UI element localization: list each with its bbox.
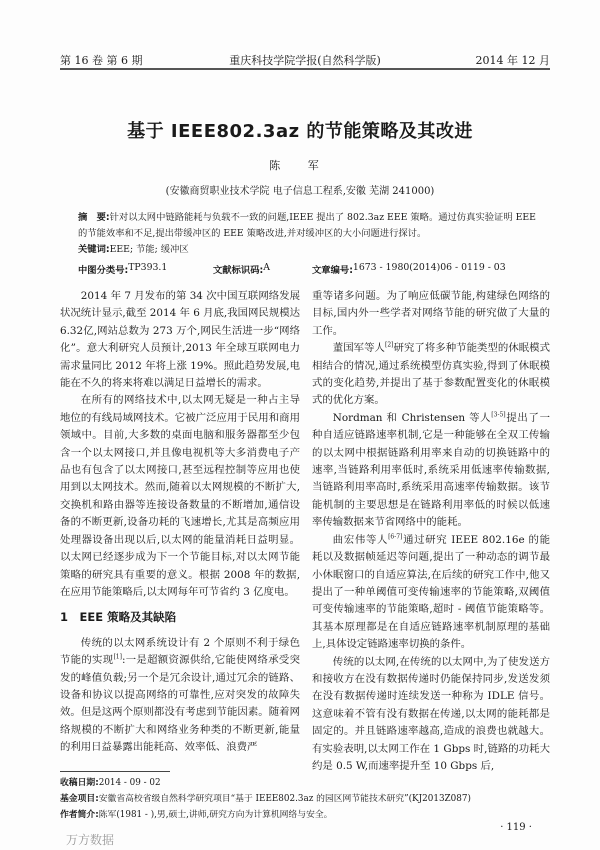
paragraph: 2014 年 7 月发布的第 34 次中国互联网络发展状况统计显示,截至 2014 年 6 月底,我国网民规模达 6.32亿,网站总数为 273 万个,网民生活进一步“网络化”。意大利研究人员预计,2013 年全球互联网电力需求量同比 2012 年将上涨 19%。照此趋势发展,电能在不久的将来将难以满足日益增长的需求。 bbox=[60, 290, 300, 390]
citation-ref[interactable]: [6-7] bbox=[388, 533, 403, 541]
abstract bbox=[78, 210, 538, 242]
fund-label: 基金项目: bbox=[60, 794, 99, 804]
paragraph-text: :一是超额资源供给,它能使网络承受突发的峰值负载;另一个是冗余设计,通过冗余的链路、设备和协议以提高网络的可靠性,应对突发的故障失效。但是这两个原则都没有考虑到节能因素。随着网络规模的不断扩大和网络业务种类的不断更新,能量的利用日益暴露出能耗高、效率低、浪费严 bbox=[60, 654, 301, 754]
section-heading: 1 EEE 策略及其缺陷 bbox=[60, 610, 177, 625]
paragraph: 重等诸多问题。为了响应低碳节能,构建绿色网络的目标,国内外一些学者对网络节能的研究做了大量的工作。 bbox=[312, 290, 550, 337]
article-number bbox=[312, 262, 506, 276]
watermark: 万方数据 bbox=[66, 833, 115, 847]
article-number-label: 文章编号: bbox=[312, 265, 353, 276]
footnote-rule bbox=[60, 771, 170, 772]
volume-issue: 第 16 卷 第 6 期 bbox=[60, 54, 143, 67]
bio-label: 作者简介: bbox=[60, 810, 99, 820]
paragraph-text: 研究了将多种节能类型的休眠模式相结合的情况,通过系统模型仿真实验,得到了休眠模式的变化趋势,并提出了基于参数配置变化的休眠模式的优化方案。 bbox=[312, 342, 551, 407]
author-affiliation: (安徽商贸职业技术学院 电子信息工程系,安徽 芜湖 241000) bbox=[165, 186, 435, 197]
article-title: 基于 IEEE802.3az 的节能策略及其改进 bbox=[127, 121, 473, 142]
fund-value: 安徽省高校省级自然科学研究项目“基于 IEEE802.3az 的园区网节能技术研究”(KJ2013Z087) bbox=[98, 794, 471, 804]
classification-row bbox=[78, 262, 538, 276]
paragraph bbox=[312, 410, 550, 532]
doc-code-value: A bbox=[263, 262, 270, 273]
doc-code bbox=[213, 262, 270, 276]
footnotes bbox=[60, 775, 550, 823]
paragraph bbox=[60, 635, 300, 757]
keywords bbox=[78, 242, 538, 258]
paragraph-text: 曲宏伟等人 bbox=[332, 533, 389, 546]
bio-value: 陈军(1981 - ),男,硕士,讲师,研究方向为计算机网络与安全。 bbox=[98, 810, 333, 820]
body-column-right bbox=[312, 288, 550, 775]
received-value: 2014 - 09 - 02 bbox=[98, 778, 161, 788]
issue-date: 2014 年 12 月 bbox=[475, 54, 550, 67]
citation-ref[interactable]: [3-5] bbox=[491, 411, 506, 419]
doc-code-label: 文献标识码: bbox=[213, 265, 264, 276]
keywords-text: EEE; 节能; 缓冲区 bbox=[109, 244, 189, 255]
clc-code bbox=[78, 262, 168, 276]
article-author: 陈 军 bbox=[269, 159, 331, 172]
article-number-value: 1673 - 1980(2014)06 - 0119 - 03 bbox=[352, 262, 506, 273]
received-label: 收稿日期: bbox=[60, 778, 99, 788]
paragraph bbox=[312, 340, 550, 410]
fund-project bbox=[60, 791, 550, 807]
paragraph: 在所有的网络技术中,以太网无疑是一种占主导地位的有线局域网技术。它被广泛应用于民用和商用领域中。目前,大多数的桌面电脑和服务器都至少包含一个以太网接口,并且像电视机等大多消费电子产品也有包含了以太网接口,甚至远程控制等应用也使用到以太网技术。然而,随着以太网规模的不断扩大,交换机和路由器等连接设备数量的不断增加,通信设备的不断更新,设备功耗的飞速增长,尤其是高频应用处理器设备出现以后,以太网的能量消耗日益明显。以太网已经逐步成为下一个节能目标,对以太网节能策略的研究具有重要的意义。根据 2008 年的数据,在应用节能策略后,以太网每年可节省约 3 亿度电。 bbox=[60, 394, 300, 598]
citation-ref[interactable]: [2] bbox=[384, 341, 394, 349]
paragraph-text: Nordman 和 Christensen 等人 bbox=[332, 411, 492, 424]
header-rule bbox=[60, 68, 550, 70]
paragraph-text: 董国军等人 bbox=[332, 342, 385, 355]
journal-name: 重庆科技学院学报(自然科学版) bbox=[229, 54, 381, 67]
paragraph-text: 通过研究 IEEE 802.16e 的能耗以及数据帧延迟等问题,提出了一种动态的调节最小休眠窗口的自适应算法,在后续的研究工作中,他又提出了一种单阈值可变传输速率的节能策略,双阈值可变传输速率的节能策略,超时 - 阈值节能策略等。其基本原理都是在自适应链路速率机制原理的基础上,具体设定链路速率切换的条件。 bbox=[312, 533, 551, 651]
abstract-label: 摘 要: bbox=[78, 212, 110, 223]
clc-label: 中图分类号: bbox=[78, 265, 129, 276]
author-bio bbox=[60, 807, 550, 823]
paragraph bbox=[312, 532, 550, 654]
abstract-text: 针对以太网中链路能耗与负载不一致的问题,IEEE 提出了 802.3az EEE 策略。通过仿真实验证明 EEE 的节能效率和不足,提出带缓冲区的 EEE 策略改进,并对缓冲区的大小问题进行探讨。 bbox=[78, 212, 536, 239]
keywords-label: 关键词: bbox=[78, 244, 110, 255]
paragraph: 传统的以太网,在传统的以太网中,为了使发送方和接收方在没有数据传递时仍能保持同步,发送发须在没有数据传递时连续发送一种称为 IDLE 信号。这意味着不管有没有数据在传递,以太网的能耗都是固定的。并且链路速率越高,造成的浪费也就越大。有实验表明,以太网工作在 1 Gbps 时,链路的功耗大约是 0.5 W,而速率提升至 10 Gbps 后, bbox=[312, 655, 550, 772]
clc-value: TP393.1 bbox=[128, 262, 168, 273]
abstract-block bbox=[78, 210, 538, 258]
paragraph-text: 传统的以太网系统设计有 2 个原则不利于绿色节能的实现 bbox=[60, 636, 300, 667]
page-number: · 119 · bbox=[500, 822, 532, 833]
paragraph-text: 提出了一种自适应链路速率机制,它是一种能够在全双工传输的以太网中根据链路利用率来自动的切换链路中的速率,当链路利用率低时,系统采用低速率传输数据,当链路利用率高时,系统采用高速率传输数据。该节能机制的主要思想是在链路利用率低的时候以低速率传输数据来节省网络中的能耗。 bbox=[312, 411, 551, 529]
citation-ref[interactable]: [1] bbox=[113, 653, 122, 661]
body-column-left bbox=[60, 288, 300, 757]
received-date bbox=[60, 775, 550, 791]
running-head bbox=[60, 52, 550, 68]
